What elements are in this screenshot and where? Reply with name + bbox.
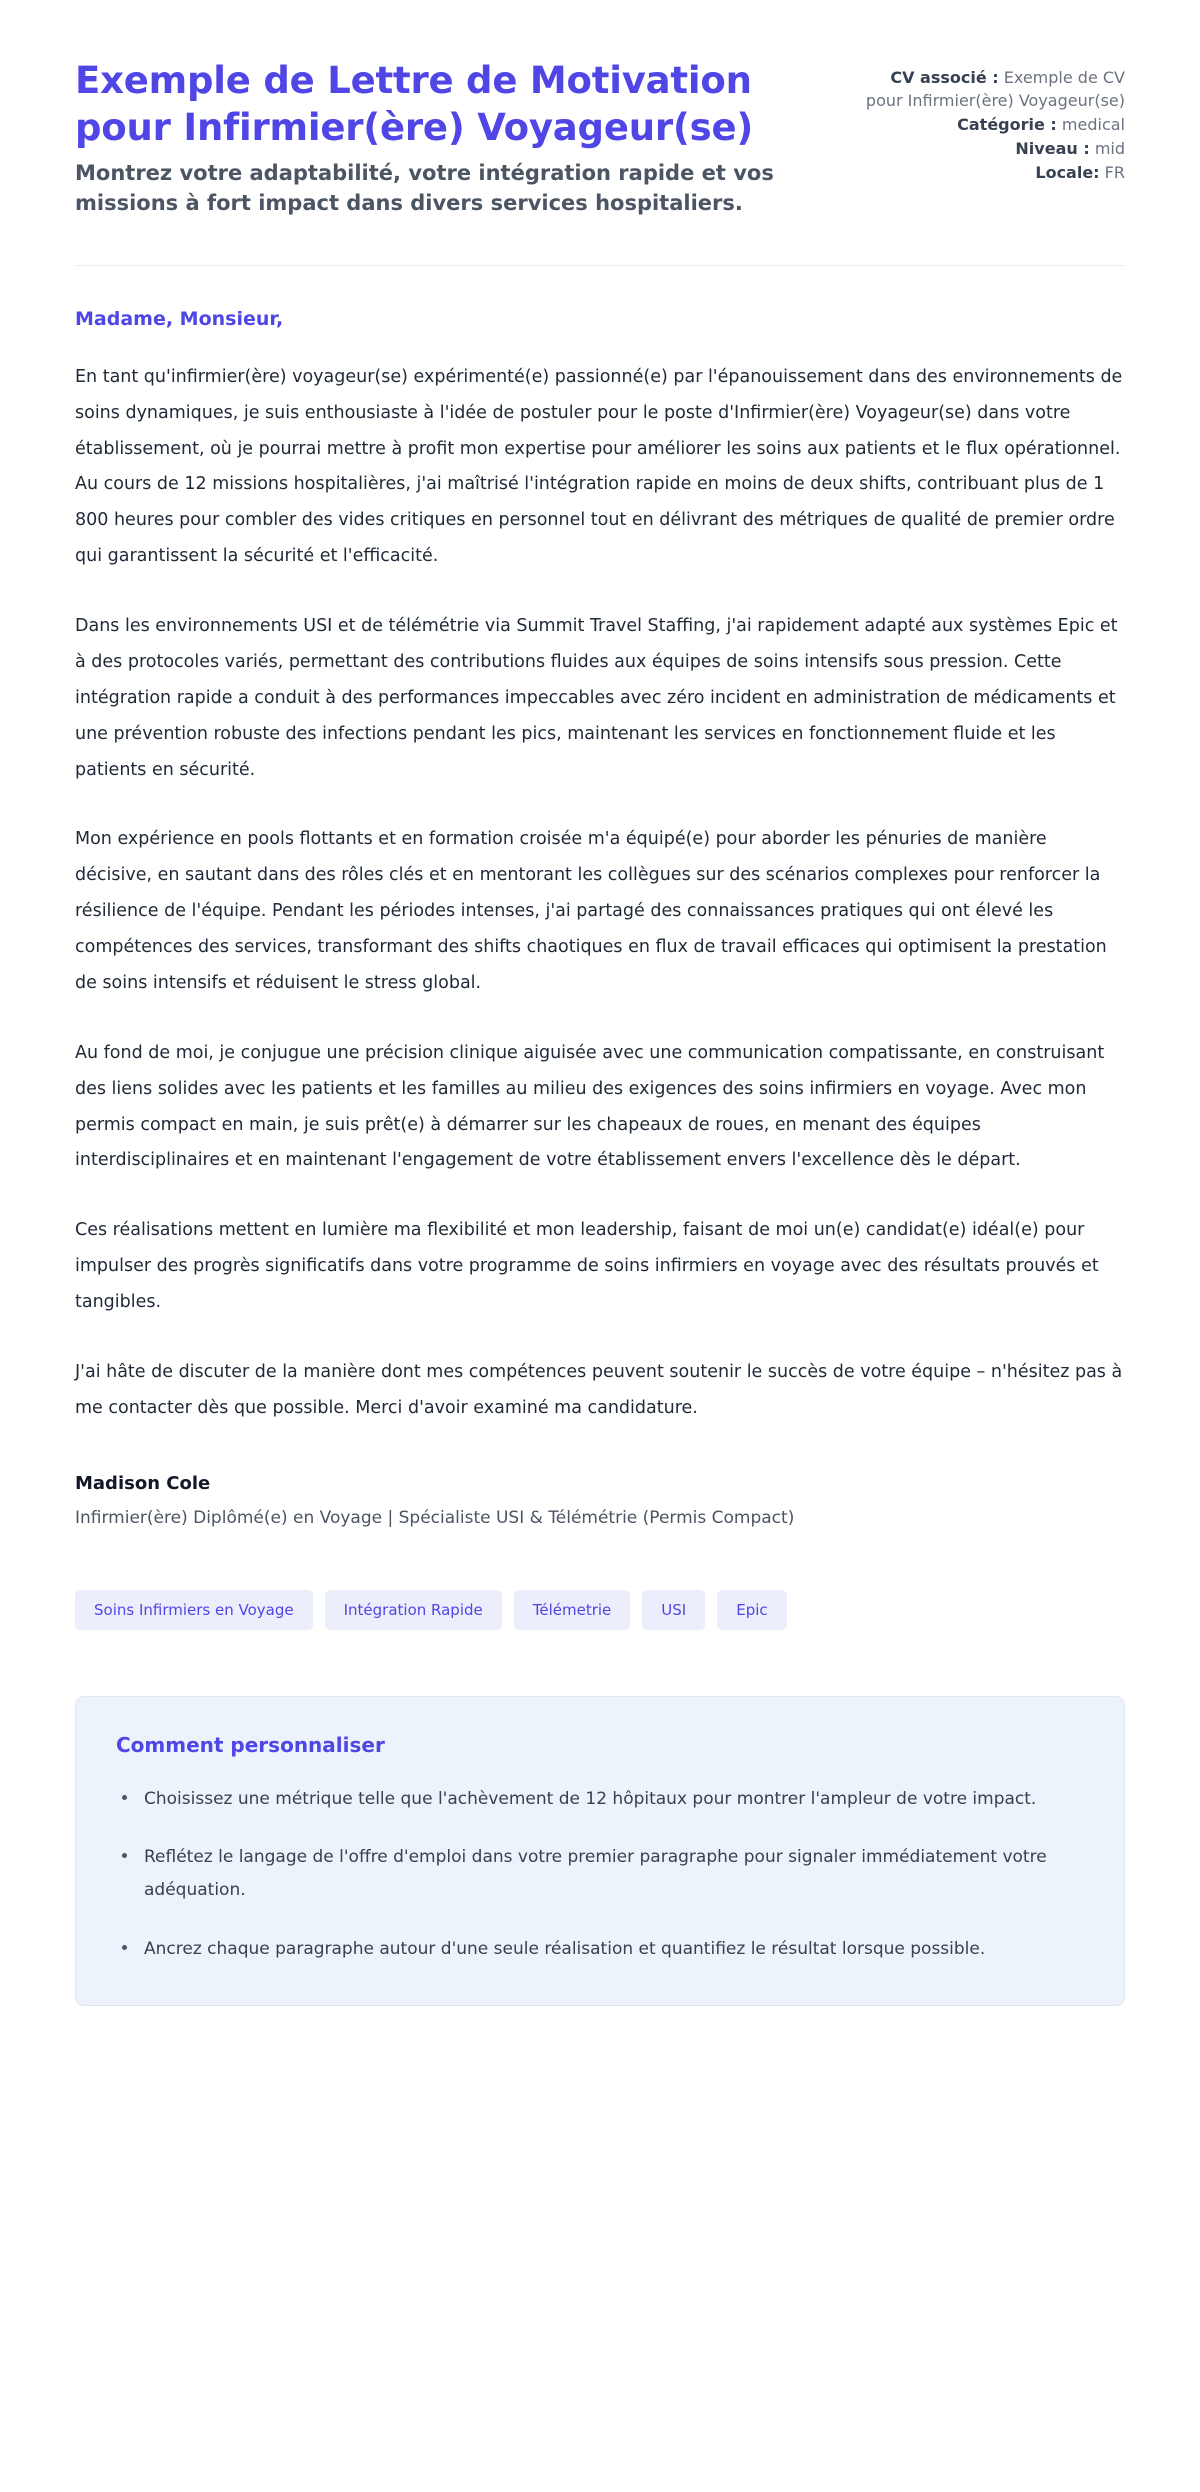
meta-row-categorie xyxy=(855,113,1125,136)
meta-row-locale xyxy=(855,161,1125,184)
tag-list xyxy=(75,1590,1125,1630)
letter-paragraph-3: Mon expérience en pools flottants et en formation croisée m'a équipé(e) pour aborder les pénuries de manière décisive, en sautant dans des rôles clés et en mentorant les collègues sur des scénarios complexes pour renforcer la résilience de l'équipe. Pendant les périodes intenses, j'ai partagé des connaissances pratiques qui ont élevé les compétences des services, transformant des shifts chaotiques en flux de travail efficaces qui optimisent la prestation de soins intensifs et réduisent le stress global. xyxy=(75,829,1107,993)
meta-value-locale: FR xyxy=(1104,163,1125,183)
tag-chip-usi[interactable]: USI xyxy=(642,1590,705,1630)
letter-signature xyxy=(75,1473,1125,1528)
bullet-dot-icon xyxy=(122,1853,127,1858)
callout-list-item-2 xyxy=(116,1841,1084,1906)
letter-paragraph-2: Dans les environnements USI et de télémétrie via Summit Travel Staffing, j'ai rapidement adapté aux systèmes Epic et à des protocoles variés, permettant des contributions fluides aux équipes de soins intensifs sous pression. Cette intégration rapide a conduit à des performances impeccables avec zéro incident en administration de médicaments et une prévention robuste des infections pendant les pics, maintenant les services en fonctionnement fluide et les patients en sécurité. xyxy=(75,616,1118,780)
tag-chip-epic[interactable]: Epic xyxy=(717,1590,786,1630)
meta-row-niveau xyxy=(855,137,1125,160)
signature-role: Infirmier(ère) Diplômé(e) en Voyage | Spécialiste USI & Télémétrie (Permis Compact) xyxy=(75,1507,795,1528)
letter-paragraph-5: Ces réalisations mettent en lumière ma flexibilité et mon leadership, faisant de moi un(e) candidat(e) idéal(e) pour impulser des progrès significatifs dans votre programme de soins infirmiers en voyage avec des résultats prouvés et tangibles. xyxy=(75,1220,1099,1313)
callout-item-text: Choisissez une métrique telle que l'achèvement de 12 hôpitaux pour montrer l'ampleur de votre impact. xyxy=(144,1788,1037,1809)
customization-callout xyxy=(75,1696,1125,2007)
cover-letter-body xyxy=(75,266,1125,1528)
meta-value-niveau: mid xyxy=(1094,139,1125,159)
callout-list-item-3 xyxy=(116,1933,1084,1966)
letter-salutation: Madame, Monsieur, xyxy=(75,307,284,330)
callout-item-text: Reflétez le langage de l'offre d'emploi dans votre premier paragraphe pour signaler immédiatement votre adéquation. xyxy=(144,1847,1047,1900)
header-text-block xyxy=(75,58,775,219)
bullet-dot-icon xyxy=(122,1945,127,1950)
page-subtitle: Montrez votre adaptabilité, votre intégration rapide et vos missions à fort impact dans divers services hospitaliers. xyxy=(75,161,774,216)
callout-item-text: Ancrez chaque paragraphe autour d'une seule réalisation et quantifiez le résultat lorsque possible. xyxy=(144,1938,986,1959)
page-title: Exemple de Lettre de Motivation pour Infirmier(ère) Voyageur(se) xyxy=(75,59,754,149)
meta-row-cv-associe xyxy=(855,66,1125,112)
document-header xyxy=(75,0,1125,219)
signature-name: Madison Cole xyxy=(75,1472,211,1494)
tag-chip-soins-infirmiers-en-voyage[interactable]: Soins Infirmiers en Voyage xyxy=(75,1590,313,1630)
meta-label-niveau: Niveau : xyxy=(1015,139,1090,159)
letter-paragraph-4: Au fond de moi, je conjugue une précision clinique aiguisée avec une communication compatissante, en construisant des liens solides avec les patients et les familles au milieu des exigences des soins infirmiers en voyage. Avec mon permis compact en main, je suis prêt(e) à démarrer sur les chapeaux de roues, en menant des équipes interdisciplinaires et en maintenant l'engagement de votre établissement envers l'excellence dès le départ. xyxy=(75,1042,1105,1171)
letter-paragraph-1: En tant qu'infirmier(ère) voyageur(se) expérimenté(e) passionné(e) par l'épanouissement dans des environnements de soins dynamiques, je suis enthousiaste à l'idée de postuler pour le poste d'Infirmier(ère) Voyageur(se) dans votre établissement, où je pourrai mettre à profit mon expertise pour améliorer les soins aux patients et le flux opérationnel. Au cours de 12 missions hospitalières, j'ai maîtrisé l'intégration rapide en moins de deux shifts, contribuant plus de 1 800 heures pour combler des vides critiques en personnel tout en délivrant des métriques de qualité de premier ordre qui garantissent la sécurité et l'efficacité. xyxy=(75,366,1123,567)
meta-value-categorie: medical xyxy=(1061,115,1125,135)
meta-value-cv-associe: Exemple de CV pour Infirmier(ère) Voyageur(se) xyxy=(865,68,1125,111)
tag-chip-telemetrie[interactable]: Télémetrie xyxy=(514,1590,631,1630)
callout-list-item-1 xyxy=(116,1783,1084,1816)
meta-label-categorie: Catégorie : xyxy=(957,115,1057,135)
letter-paragraph-6: J'ai hâte de discuter de la manière dont mes compétences peuvent soutenir le succès de votre équipe – n'hésitez pas à me contacter dès que possible. Merci d'avoir examiné ma candidature. xyxy=(75,1361,1123,1418)
meta-label-locale: Locale: xyxy=(1035,163,1100,183)
bullet-dot-icon xyxy=(122,1795,127,1800)
callout-title: Comment personnaliser xyxy=(116,1732,385,1757)
meta-label-cv-associe: CV associé : xyxy=(890,68,999,87)
callout-bullet-list xyxy=(116,1783,1084,1966)
document-metadata xyxy=(855,58,1125,185)
tag-chip-integration-rapide[interactable]: Intégration Rapide xyxy=(325,1590,502,1630)
